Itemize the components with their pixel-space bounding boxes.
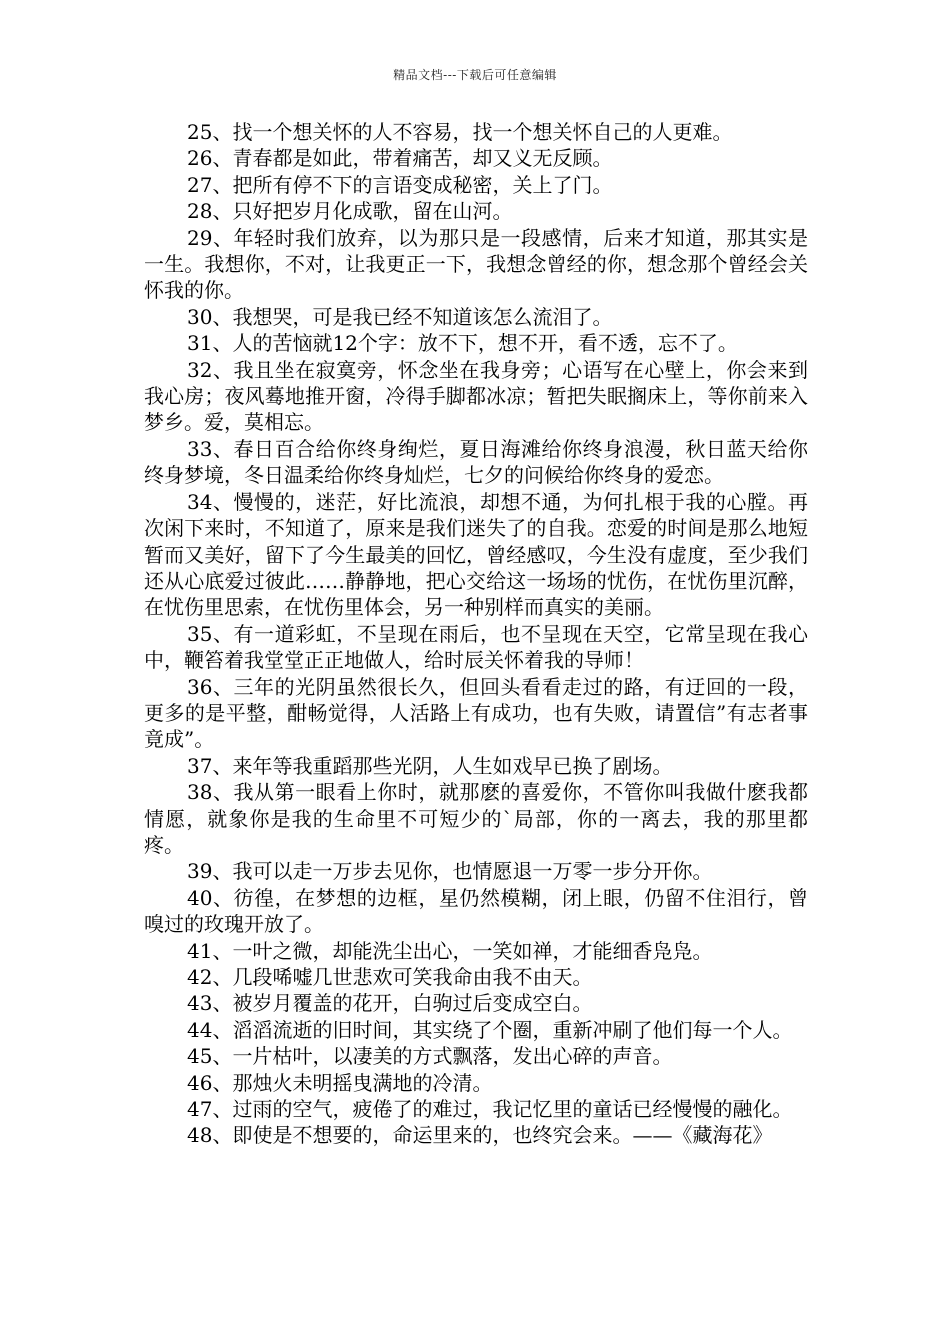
paragraph: 46、那烛火未明摇曳满地的冷清。 [187,1070,493,1095]
page-header: 精品文档---下载后可任意编辑 [393,68,557,82]
paragraph: 40、彷徨，在梦想的边框，星仍然模糊，闭上眼，仍留不住泪行，曾嗅过的玫瑰开放了。 [144,885,808,937]
paragraph: 35、有一道彩虹，不呈现在雨后，也不呈现在天空，它常呈现在我心中，鞭笞着我堂堂正正地做人，给时辰关怀着我的导师！ [144,621,808,673]
paragraph: 41、一叶之微，却能洗尘出心，一笑如禅，才能细香凫凫。 [187,938,713,963]
paragraph: 26、青春都是如此，带着痛苦，却又义无反顾。 [187,146,613,171]
paragraph: 29、年轻时我们放弃，以为那只是一段感情，后来才知道，那其实是一生。我想你，不对，让我更正一下，我想念曾经的你，想念那个曾经会关怀我的你。 [144,225,808,303]
paragraph: 27、把所有停不下的言语变成秘密，关上了门。 [187,172,613,197]
paragraph: 25、找一个想关怀的人不容易，找一个想关怀自己的人更难。 [187,120,733,144]
paragraph: 28、只好把岁月化成歌，留在山河。 [187,199,513,224]
paragraph: 37、来年等我重蹈那些光阴，人生如戏早已换了剧场。 [187,753,673,778]
paragraph: 48、即使是不想要的，命运里来的，也终究会来。——《藏海花》 [187,1123,773,1148]
paragraph: 30、我想哭，可是我已经不知道该怎么流泪了。 [187,304,613,329]
paragraph: 38、我从第一眼看上你时，就那麽的喜爱你，不管你叫我做什麽我都情愿，就象你是我的生命里不可短少的`局部，你的一离去，我的那里都疼。 [144,780,808,857]
paragraph: 32、我且坐在寂寞旁，怀念坐在我身旁；心语写在心壁上，你会来到我心房；夜风蓦地推开窗，冷得手脚都冰凉；暂把失眠搁床上，等你前来入梦乡。爱，莫相忘。 [144,357,808,435]
paragraph: 45、一片枯叶，以凄美的方式飘落，发出心碎的声音。 [187,1044,673,1069]
paragraph: 33、春日百合给你终身绚烂，夏日海滩给你终身浪漫，秋日蓝天给你终身梦境，冬日温柔给你终身灿烂，七夕的问候给你终身的爱恋。 [144,436,808,488]
paragraph: 31、人的苦恼就12个字：放不下，想不开，看不透，忘不了。 [187,331,738,356]
paragraph: 36、三年的光阴虽然很长久，但回头看看走过的路，有迂回的一段，更多的是平整，酣畅觉得，人活路上有成功，也有失败，请置信”有志者事竟成”。 [144,674,808,752]
paragraph: 47、过雨的空气，疲倦了的难过，我记忆里的童话已经慢慢的融化。 [187,1097,793,1122]
paragraph: 34、慢慢的，迷茫，好比流浪，却想不通，为何扎根于我的心膛。再次闲下来时，不知道了，原来是我们迷失了的自我。恋爱的时间是那么地短暂而又美好，留下了今生最美的回忆，曾经感叹，今生没有虚度，至少我们还从心底爱过彼此……静静地，把心交给这一场场的忧伤，在忧伤里沉醉，在忧伤里思索，在忧伤里体会，另一种别样而真实的美丽。 [144,489,808,620]
paragraph: 42、几段唏嘘几世悲欢可笑我命由我不由天。 [187,965,593,989]
paragraph: 44、滔滔流逝的旧时间，其实绕了个圈，重新冲刷了他们每一个人。 [187,1017,793,1042]
paragraph: 39、我可以走一万步去见你，也情愿退一万零一步分开你。 [187,859,713,884]
paragraph: 43、被岁月覆盖的花开，白驹过后变成空白。 [187,991,593,1016]
document-body [144,119,808,1149]
